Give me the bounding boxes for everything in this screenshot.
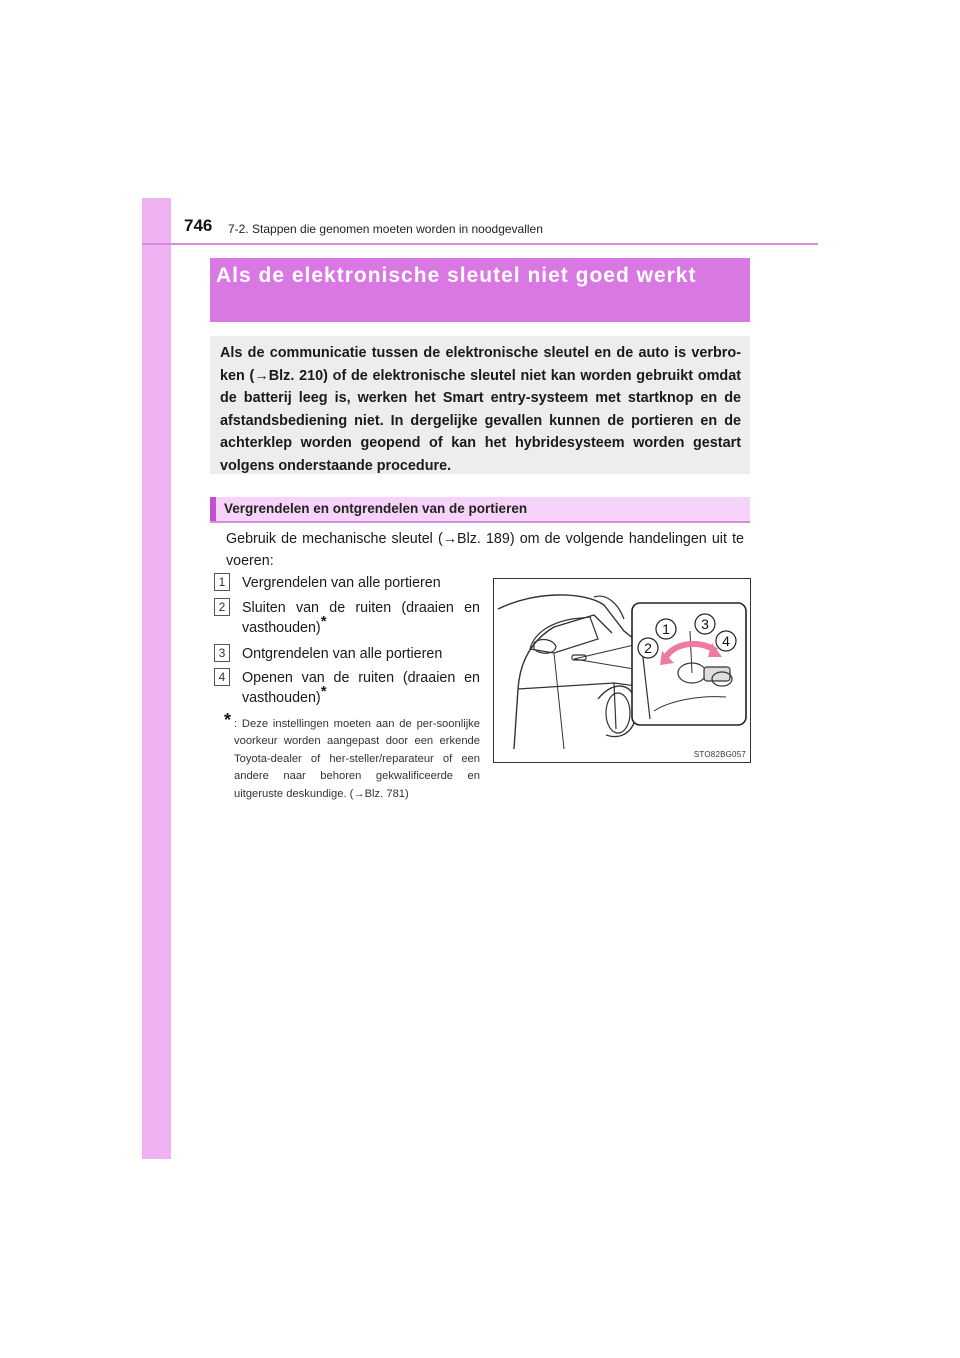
- step-number-3: 3: [214, 644, 230, 662]
- subsection-bar: [210, 497, 750, 523]
- step-text-2: [242, 598, 480, 638]
- door-lock-illustration: [493, 578, 751, 763]
- callout-3: 3: [701, 616, 709, 632]
- running-header: 7-2. Stappen die genomen moeten worden in noodgevallen: [228, 222, 543, 236]
- asterisk-mark-4: *: [320, 683, 327, 701]
- asterisk-mark-2: *: [320, 613, 327, 631]
- step-text-4: [242, 668, 480, 708]
- footnote-text: : Deze instellingen moeten aan de per-soonlijke voorkeur worden aangepast door een erkende Toyota-dealer of her-steller/reparateur of een andere naar behoren gekwalificeerde en uitgeruste deskundige. (→Blz. 781): [234, 718, 480, 800]
- key-icon: [704, 667, 730, 681]
- step-1: [214, 573, 480, 593]
- step-label-3: Ontgrendelen van alle portieren: [242, 646, 443, 662]
- car-door-drawing: [494, 579, 750, 762]
- callout-1: 1: [662, 621, 670, 637]
- step-2: [214, 598, 480, 638]
- step-3: [214, 644, 480, 664]
- subsection-title: Vergrendelen en ontgrendelen van de portieren: [224, 501, 528, 516]
- intro-text: Als de communicatie tussen de elektronische sleutel en de auto is verbro-ken (→Blz. 210) of de elektronische sleutel niet kan worden gebruikt omdat de batterij leeg is, werken het Smart entry-systeem met startknop en de afstandsbediening niet. In dergelijke gevallen kunnen de portieren en de achterklep worden geopend of kan het hybridesysteem worden gestart volgens onderstaande procedure.: [220, 345, 741, 474]
- step-number-4: 4: [214, 668, 230, 686]
- footnote-star: *: [224, 710, 232, 730]
- step-label-4: Openen van de ruiten (draaien en vasthouden): [242, 670, 480, 706]
- step-number-1: 1: [214, 573, 230, 591]
- step-text-1: [242, 573, 480, 593]
- header-rule: [142, 243, 818, 245]
- side-color-band: [142, 198, 171, 1159]
- page-number: 746: [184, 216, 213, 235]
- step-label-1: Vergrendelen van alle portieren: [242, 575, 441, 591]
- callout-2: 2: [644, 640, 652, 656]
- subsection-accent: [210, 497, 216, 521]
- step-4: [214, 668, 480, 708]
- section-title: Als de elektronische sleutel niet goed werkt: [216, 264, 697, 287]
- figure-code: STO82BG057: [693, 750, 746, 759]
- subsection-body: Gebruik de mechanische sleutel (→Blz. 189) om de volgende handelingen uit te voeren:: [226, 531, 744, 569]
- callout-4: 4: [722, 633, 730, 649]
- footnote: [224, 710, 480, 803]
- step-number-2: 2: [214, 598, 230, 616]
- step-label-2: Sluiten van de ruiten (draaien en vasthouden): [242, 600, 480, 636]
- step-text-3: [242, 644, 480, 664]
